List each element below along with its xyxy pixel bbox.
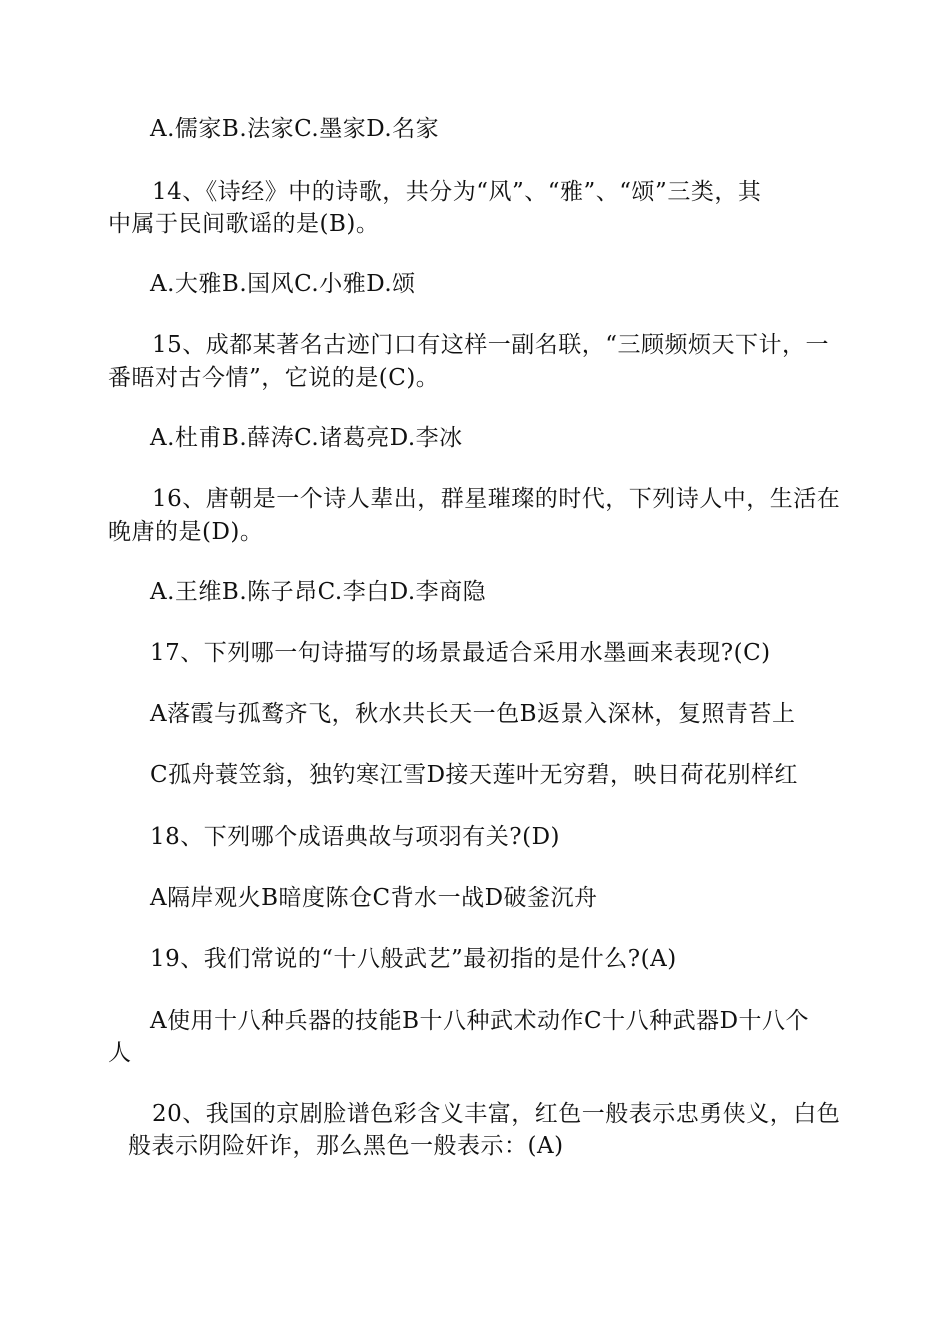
q18-options: A隔岸观火B暗度陈仓C背水一战D破釜沉舟 xyxy=(150,885,598,911)
q19-options-line-1: A使用十八种兵器的技能B十八种武术动作C十八种武器D十八个 xyxy=(150,1008,810,1034)
q20-text-line-2: 般表示阴险奸诈，那么黑色一般表示：(A) xyxy=(128,1133,564,1159)
q13-options: A.儒家B.法家C.墨家D.名家 xyxy=(150,116,440,142)
q16-text-line-1: 16、唐朝是一个诗人辈出，群星璀璨的时代，下列诗人中，生活在 xyxy=(152,486,841,512)
q15-text-line-2: 番晤对古今情”，它说的是(C)。 xyxy=(108,365,440,391)
q15-options: A.杜甫B.薛涛C.诸葛亮D.李冰 xyxy=(150,425,463,451)
q14-options: A.大雅B.国风C.小雅D.颂 xyxy=(150,271,416,297)
q19-text: 19、我们常说的“十八般武艺”最初指的是什么?(A) xyxy=(150,946,677,972)
q18-text: 18、下列哪个成语典故与项羽有关?(D) xyxy=(150,824,560,850)
q20-text-line-1: 20、我国的京剧脸谱色彩含义丰富，红色一般表示忠勇侠义，白色 xyxy=(152,1101,841,1127)
q17-options-line-2: C孤舟蓑笠翁，独钓寒江雪D接天莲叶无穷碧，映日荷花别样红 xyxy=(150,762,799,788)
q19-options-line-2: 人 xyxy=(108,1040,132,1066)
q15-text-line-1: 15、成都某著名古迹门口有这样一副名联，“三顾频烦天下计，一 xyxy=(152,332,830,358)
q16-text-line-2: 晚唐的是(D)。 xyxy=(108,519,264,545)
q17-options-line-1: A落霞与孤鹜齐飞，秋水共长天一色B返景入深林，复照青苔上 xyxy=(150,701,796,727)
q17-text: 17、下列哪一句诗描写的场景最适合采用水墨画来表现?(C) xyxy=(150,640,771,666)
q14-text-line-1: 14、《诗经》中的诗歌，共分为“风”、“雅”、“颂”三类，其 xyxy=(152,179,762,205)
q14-text-line-2: 中属于民间歌谣的是(B)。 xyxy=(108,211,380,237)
q16-options: A.王维B.陈子昂C.李白D.李商隐 xyxy=(150,579,487,605)
